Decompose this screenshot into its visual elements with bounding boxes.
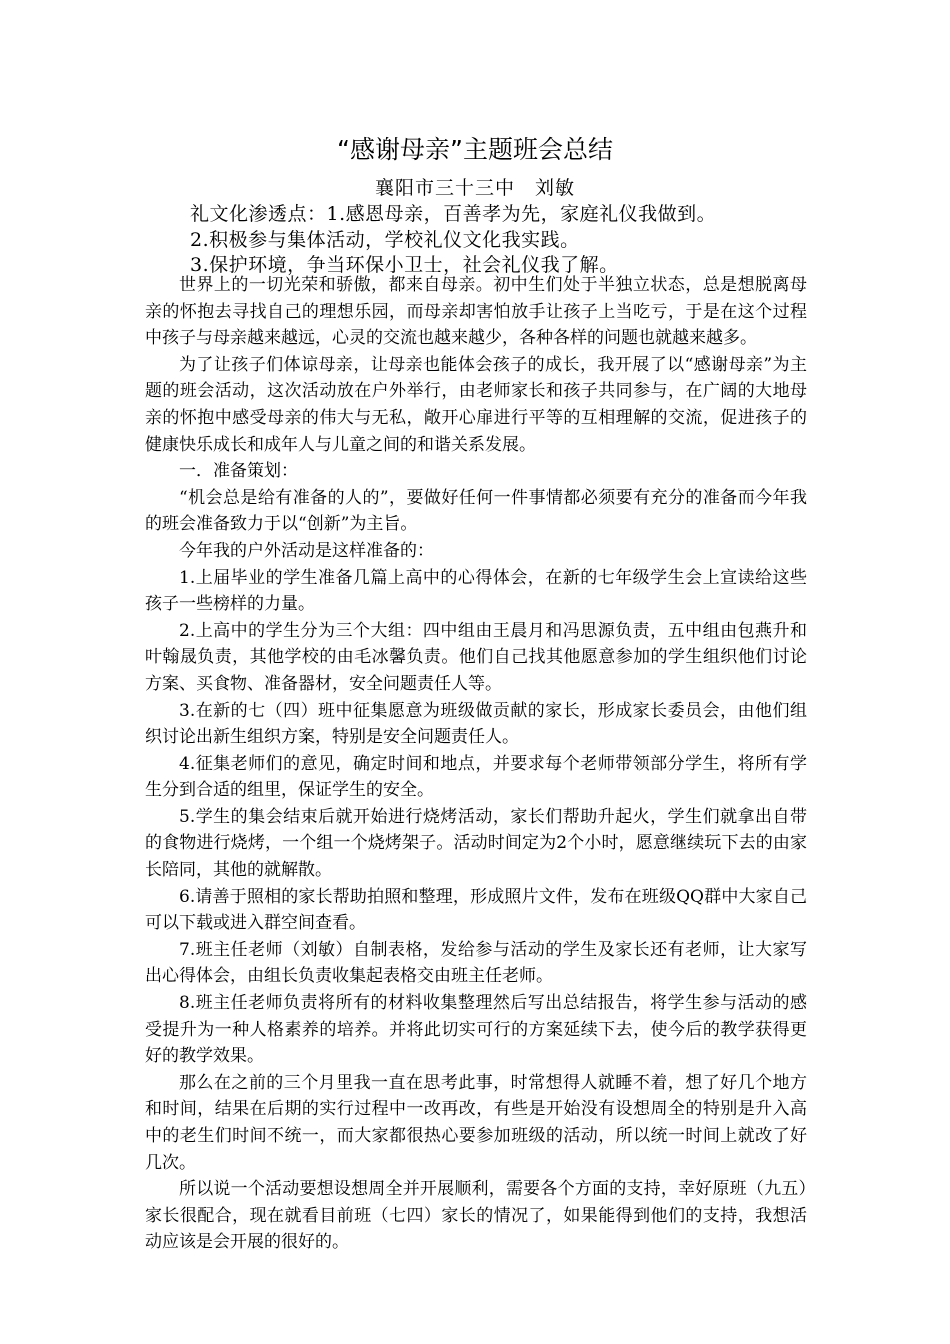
paragraph: “机会总是给有准备的人的”，要做好任何一件事情都必须要有充分的准备而今年我的班会准备致力于以“创新”为主旨。 — [145, 487, 807, 535]
paragraph: 那么在之前的三个月里我一直在思考此事，时常想得人就睡不着，想了好几个地方和时间，结果在后期的实行过程中一改再改，有些是开始没有设想周全的特别是升入高中的老生们时间不统一，而大家都很热心要参加班级的活动，所以统一时间上就改了好几次。 — [145, 1072, 807, 1173]
section-heading: 一．准备策划： — [179, 461, 298, 482]
body-text — [145, 272, 807, 1256]
list-item: 7.班主任老师（刘敏）自制表格，发给参与活动的学生及家长还有老师，让大家写出心得体会，由组长负责收集起表格交由班主任老师。 — [145, 939, 807, 987]
document-title: “感谢母亲”主题班会总结 — [337, 135, 613, 164]
rite-point-1: 礼文化渗透点：1.感恩母亲，百善孝为先，家庭礼仪我做到。 — [190, 203, 717, 225]
list-item: 1.上届毕业的学生准备几篇上高中的心得体会，在新的七年级学生会上宣读给这些孩子一些榜样的力量。 — [145, 567, 807, 615]
list-item: 4.征集老师们的意见，确定时间和地点，并要求每个老师带领部分学生，将所有学生分到合适的组里，保证学生的安全。 — [145, 753, 807, 801]
list-item: 3.在新的七（四）班中征集愿意为班级做贡献的家长，形成家长委员会，由他们组织讨论出新生组织方案，特别是安全问题责任人。 — [145, 700, 807, 748]
rite-point-2: 2.积极参与集体活动，学校礼仪文化我实践。 — [190, 229, 580, 251]
paragraph: 今年我的户外活动是这样准备的： — [179, 540, 434, 561]
paragraph: 世界上的一切光荣和骄傲，都来自母亲。初中生们处于半独立状态，总是想脱离母亲的怀抱去寻找自己的理想乐园，而母亲却害怕放手让孩子上当吃亏，于是在这个过程中孩子与母亲越来越远，心灵的交流也越来越少，各种各样的问题也就越来越多。 — [145, 275, 807, 349]
list-item: 6.请善于照相的家长帮助拍照和整理，形成照片文件，发布在班级QQ群中大家自己可以下载或进入群空间查看。 — [145, 886, 807, 934]
paragraph: 为了让孩子们体谅母亲，让母亲也能体会孩子的成长，我开展了以“感谢母亲”为主题的班会活动，这次活动放在户外举行，由老师家长和孩子共同参与，在广阔的大地母亲的怀抱中感受母亲的伟大与无私，敞开心扉进行平等的互相理解的交流，促进孩子的健康快乐成长和成年人与儿童之间的和谐关系发展。 — [145, 354, 807, 455]
list-item: 8.班主任老师负责将所有的材料收集整理然后写出总结报告，将学生参与活动的感受提升为一种人格素养的培养。并将此切实可行的方案延续下去，使今后的教学获得更好的教学效果。 — [145, 993, 807, 1067]
list-item: 5.学生的集会结束后就开始进行烧烤活动，家长们帮助升起火，学生们就拿出自带的食物进行烧烤，一个组一个烧烤架子。活动时间定为2个小时，愿意继续玩下去的由家长陪同，其他的就解散。 — [145, 806, 807, 881]
paragraph: 所以说一个活动要想设想周全并开展顺利，需要各个方面的支持，幸好原班（九五）家长很配合，现在就看目前班（七四）家长的情况了，如果能得到他们的支持，我想活动应该是会开展的很好的。 — [145, 1179, 807, 1253]
author-line: 襄阳市三十三中 刘敏 — [374, 177, 575, 199]
rite-point-3: 3.保护环境，争当环保小卫士，社会礼仪我了解。 — [190, 254, 619, 276]
list-item: 2.上高中的学生分为三个大组：四中组由王晨月和冯思源负责，五中组由包燕升和叶翰晟负责，其他学校的由毛冰馨负责。他们自己找其他愿意参加的学生组织他们讨论方案、买食物、准备器材，安全问题责任人等。 — [145, 620, 807, 694]
